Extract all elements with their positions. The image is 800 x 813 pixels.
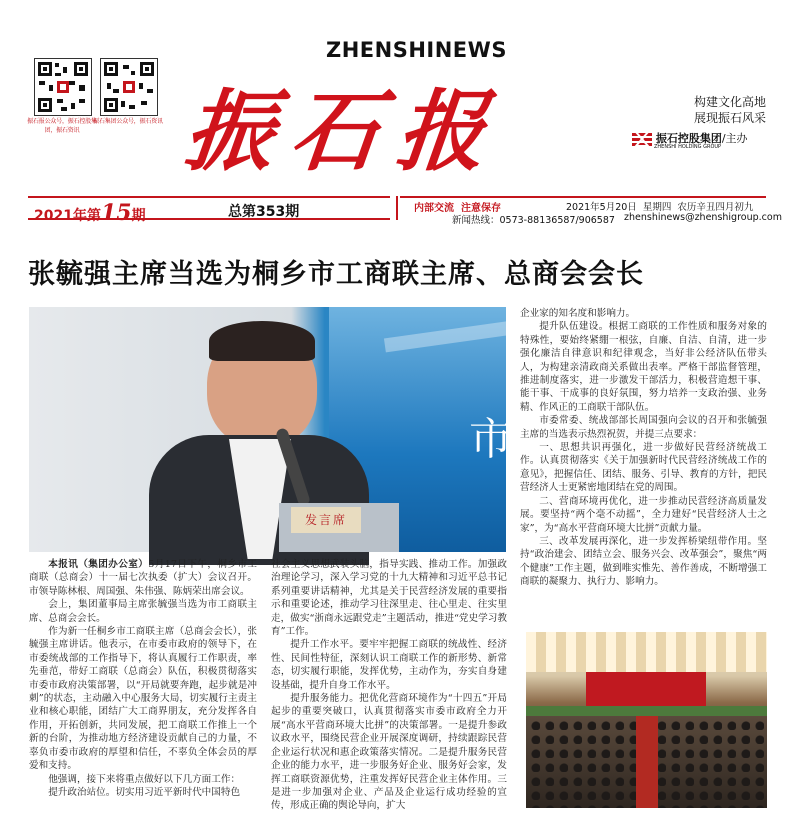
article-paragraph: 三、改革发展再深化，进一步发挥桥梁纽带作用。坚持“政治建会、团结立会、服务兴会、改革强会”，聚焦“两个健康”工作主题，做到唯实惟先、善作善成，不断增强工商联的凝聚力、执行力、影响力。 (520, 535, 767, 588)
issue-date: 2021年5月20日 星期四 农历辛丑四月初九 (566, 202, 754, 213)
slogan-line-2: 展现振石风采 (693, 111, 766, 125)
qr-right-caption: 振石集团公众号，振石资讯 (93, 118, 163, 125)
issue-number-value: 15 (100, 200, 132, 226)
article-paragraph: 企业家的知名度和影响力。 (520, 308, 636, 319)
issue-bar-divider (396, 196, 398, 220)
article-paragraph: 提升队伍建设。根据工商联的工作性质和服务对象的特殊性，要始终紧绷一根弦，自廉、自洁、自清，进一步强化廉洁自律意识和纪律观念，当好非公经济队伍带头人，为构建亲清政商关系做出表率。严格干部监督管理，推进制度落实，进一步激发干部活力，积极营造想干事、能干事、干成事的良好氛围，努力培养一支政治强、业务精、作风正的工商联干部队伍。 (520, 321, 767, 413)
ceiling-lights (526, 632, 767, 672)
qr-left-caption: 振石报公众号，振石控股集团，振石资讯 (27, 118, 97, 134)
organizer-english-name: ZHENSHI HOLDING GROUP (654, 144, 722, 150)
qr-code-right-icon (101, 59, 157, 115)
speaker-hair (209, 321, 315, 361)
issue-year-label: 2021年第 (34, 208, 101, 224)
main-headline: 张毓强主席当选为桐乡市工商联主席、总商会会长 (28, 259, 644, 290)
article-paragraph: 提升工作水平。要牢牢把握工商联的统战性、经济性、民间性特征，深刻认识工商联工作的新形势、新常态，切实履行职能，发挥优势，主动作为，夯实自身建设基础，提升自身工作水平。 (271, 639, 507, 691)
news-hotline: 新闻热线：0573-88136587/906587 (452, 215, 615, 226)
brand-english-name: ZHENSHINEWS (326, 38, 507, 62)
article-paragraph: 一、思想共识再强化，进一步做好民营经济统战工作。认真贯彻落实《关于加强新时代民营经济统战工作的意见》，把握信任、团结、服务、引导、教育的方针，把民营经济人士更紧密地团结在党的周围。 (520, 442, 767, 494)
slogan (654, 94, 766, 126)
article-paragraph: 提升服务能力。把优化营商环境作为“十四五”开局起步的重要突破口，认真贯彻落实市委市政府全力开展“高水平营商环境大比拼”的决策部署。一是提升参政议政水平，围绕民营企业开展深度调研，持续跟踪民营企业运行状况和惠企政策落实情况。二是提升服务民营企业的能力水平，进一步服务好企业、服务好会家，发挥工商联资源优势，注重发挥好民营企业主体作用。三是进一步加强对企业、产品及企业运行成功经验的宣传，形成正确的舆论导向，扩大 (271, 693, 507, 812)
stage-plants (526, 706, 767, 716)
internal-notice: 内部交流 注意保存 (414, 203, 501, 214)
article-column-2 (271, 558, 507, 813)
qr-code-right (100, 58, 158, 116)
article-dateline: 本报讯（集团办公室） (48, 559, 149, 570)
article-paragraph: 他强调，接下来将重点做好以下几方面工作： (48, 773, 241, 785)
contact-email: zhenshinews@zhenshigroup.com (624, 212, 782, 223)
stage-banner (586, 672, 706, 706)
podium-sign: 发言席 (291, 507, 361, 533)
issue-number (34, 200, 146, 226)
issue-suffix: 期 (131, 208, 146, 224)
qr-code-left (34, 58, 92, 116)
speaker-photo (29, 307, 513, 552)
masthead-title: 振石报 (179, 79, 509, 183)
article-paragraph: 市委常委、统战部部长周国强向会议的召开和张毓强主席的当选表示热烈祝贺，并提三点要求： (520, 415, 767, 440)
article-paragraph: 社会主义思想武装头脑，指导实践、推动工作。加强政治理论学习，深入学习党的十九大精神和习近平总书记系列重要讲话精神，尤其是关于民营经济发展的重要指示和重要论述，推动学习往深里走、往心里走、往实里走，做实“浙商永远跟党走”主题活动，推进“党史学习教育”工作。 (271, 559, 507, 638)
conference-hall-photo (526, 632, 767, 808)
qr-code-left-icon (35, 59, 91, 115)
issue-bar-rule-right (400, 196, 766, 198)
total-issue-number: 总第353期 (228, 204, 300, 220)
article-column-3 (520, 307, 767, 589)
group-logo-icon (632, 132, 652, 146)
article-paragraph: 作为新一任桐乡市工商联主席（总商会会长），张毓强主席讲话。他表示，在市委市政府的领导下，在市委统战部的工作指导下，将认真履行工作职责，率先垂范，带好工商联（总商会）队伍，积极贯彻落实市委市政府决策部署，以“开局就要奔跑，起步就是冲刺”的状态，主动融入中心服务大局，切实履行主责主业和核心职能，团结广大工商界朋友，充分发挥各自作用，开拓创新，共同发展，把工商联工作推上一个新的台阶，为推动地方经济建设贡献自己的力量，不辜负市委市政府的厚望和信任，不辜负全体会员的厚爱和支持。 (29, 626, 257, 772)
organizer-role: /主办 (721, 132, 748, 145)
article-paragraph (29, 558, 257, 598)
organizer-logo (632, 130, 792, 150)
article-paragraph: 会上，集团董事局主席张毓强当选为市工商联主席、总商会会长。 (29, 599, 257, 624)
article-column-1 (29, 558, 257, 799)
center-aisle (636, 716, 658, 808)
article-paragraph: 提升政治站位。切实用习近平新时代中国特色 (48, 786, 241, 798)
article-text: 5月17日下午，桐乡市工商联（总商会）十一届七次执委（扩大）会议召开。市领导陈林根、周国强、朱伟强、陈炳荣出席会议。 (29, 559, 257, 597)
slogan-line-1: 构建文化高地 (693, 95, 766, 109)
backdrop-text: 市 (469, 414, 513, 465)
article-paragraph: 二、营商环境再优化，进一步推动民营经济高质量发展。要坚持“两个毫不动摇”，全力建好“民营经济人士之家”，为“高水平营商环境大比拼”贡献力量。 (520, 495, 767, 534)
issue-bar-rule-left (28, 196, 390, 198)
organizer-name: 振石控股集团 (655, 132, 722, 145)
